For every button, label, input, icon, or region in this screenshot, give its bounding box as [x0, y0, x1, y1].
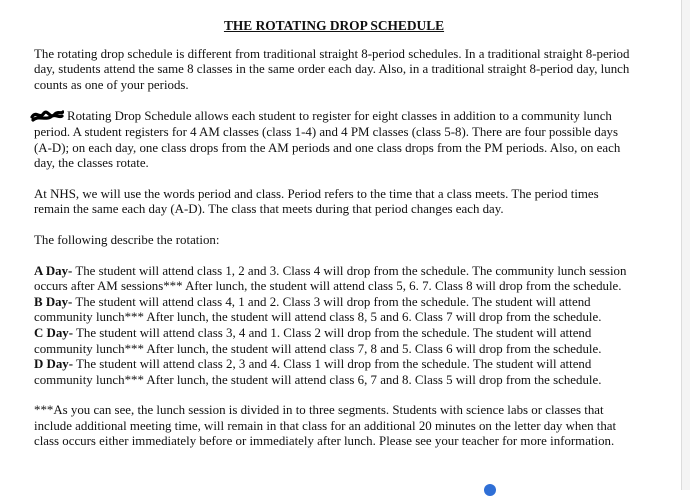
day-d-paragraph: [34, 357, 634, 388]
day-c-paragraph: [34, 326, 634, 357]
day-d-text: The student will attend class 2, 3 and 4. Class 1 will drop from the schedule. The student will attend community lunch*** After lunch, the student will attend class 6, 7 and 8. Class 5 will drop from the schedule.: [34, 357, 602, 387]
nhs-paragraph: At NHS, we will use the words period and class. Period refers to the time that a class meets. The period times remain the same each day (A-D). The class that meets during that period changes each day.: [34, 186, 599, 217]
allows-paragraph: [34, 108, 634, 171]
day-b-text: The student will attend class 4, 1 and 2. Class 3 will drop from the schedule. The student will attend community lunch*** After lunch, the student will attend class 8, 5 and 6. Class 7 will drop from the schedule.: [34, 294, 602, 325]
day-b-label: B Day-: [34, 294, 73, 309]
allows-text: Rotating Drop Schedule allows each student to register for eight classes in addition to a community lunch period. A student registers for 4 AM classes (class 1-4) and 4 PM classes (class 5-8). There are four possible days (A-D); on each day, one class drops from the AM periods and one class drops from the PM periods. Also, on each day, the classes rotate.: [34, 109, 621, 171]
day-a-text: The student will attend class 1, 2 and 3. Class 4 will drop from the schedule. The community lunch session occurs after AM sessions*** After lunch, the student will attend class 5, 6. 7. Class 8 will drop from the schedule.: [34, 263, 627, 294]
day-a-label: A Day-: [34, 263, 73, 278]
redaction-scribble-icon: [30, 108, 64, 122]
note-paragraph: ***As you can see, the lunch session is divided in to three segments. Students with science labs or classes that include additional meeting time, will remain in that class for an additional 20 minutes on the letter day when that class occurs either immediately before or immediately after lunch. Please see your teacher for more information.: [34, 403, 617, 449]
day-b-paragraph: [34, 295, 634, 326]
day-a-paragraph: [34, 264, 634, 295]
day-c-label: C Day-: [34, 325, 74, 340]
day-d-label: D Day-: [34, 357, 74, 372]
cursor-dot[interactable]: [484, 484, 496, 496]
document-title: THE ROTATING DROP SCHEDULE: [223, 18, 445, 33]
following-paragraph: The following describe the rotation:: [34, 232, 220, 247]
scrollbar-track[interactable]: [681, 0, 690, 490]
document-page: [34, 18, 634, 465]
intro-paragraph: The rotating drop schedule is different from traditional straight 8-period schedules. In a traditional straight 8-period day, students attend the same 8 classes in the same order each day. Also, in a traditional straight 8-period day, lunch counts as one of your periods.: [34, 46, 630, 92]
day-c-text: The student will attend class 3, 4 and 1. Class 2 will drop from the schedule. The student will attend community lunch*** After lunch, the student will attend class 7, 8 and 5. Class 6 will drop from the schedule.: [34, 325, 602, 356]
